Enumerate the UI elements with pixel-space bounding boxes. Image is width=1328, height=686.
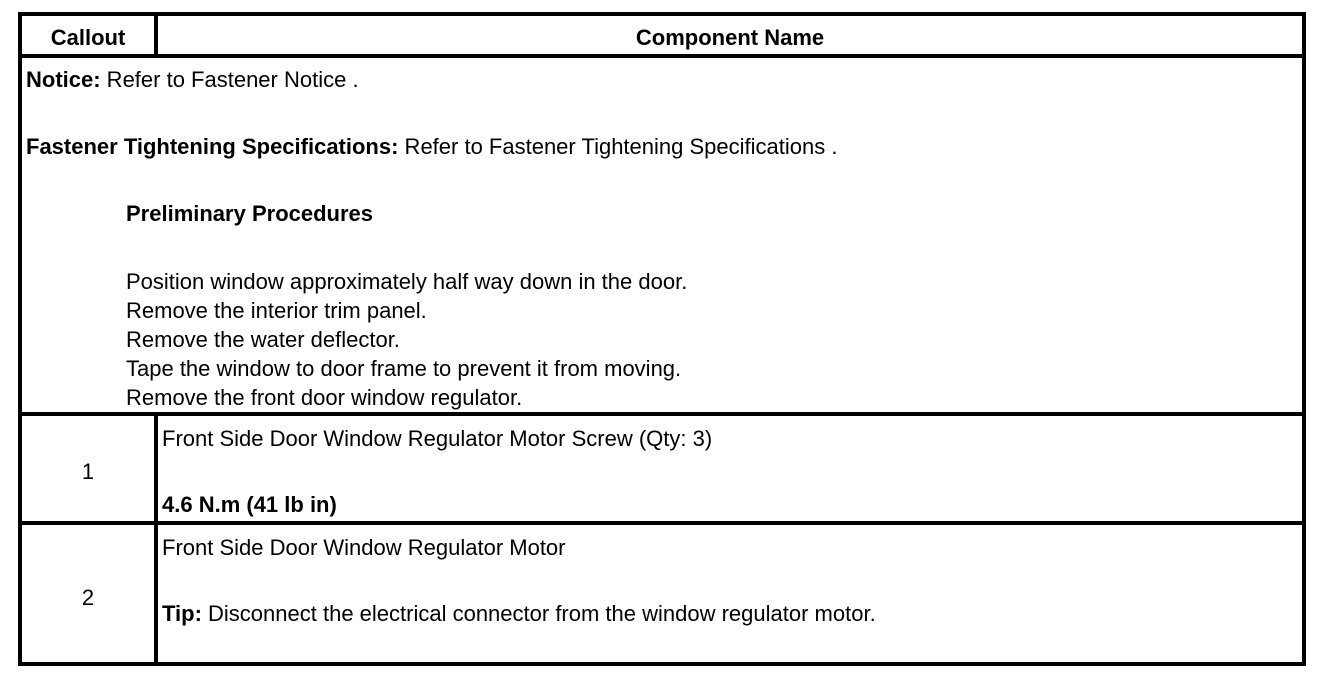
preliminary-step: Remove the interior trim panel.	[126, 298, 427, 323]
preliminary-procedures-title: Preliminary Procedures	[126, 201, 374, 226]
row-2-callout: 2	[81, 585, 95, 610]
component-name-header: Component Name	[635, 25, 825, 50]
preliminary-step: Remove the front door window regulator.	[126, 385, 523, 410]
row-1-torque-spec: 4.6 N.m (41 lb in)	[162, 492, 337, 517]
fastener-spec-line	[26, 134, 837, 160]
callout-header: Callout	[50, 25, 126, 50]
row-1-divider	[22, 521, 1302, 525]
notes-divider	[22, 412, 1302, 416]
row-2-component-name: Front Side Door Window Regulator Motor	[162, 535, 566, 560]
notice-text: Refer to Fastener Notice .	[100, 67, 359, 92]
preliminary-step: Tape the window to door frame to prevent it from moving.	[126, 356, 682, 381]
row-1-callout: 1	[81, 459, 95, 484]
fastener-spec-label: Fastener Tightening Specifications:	[26, 134, 399, 159]
row-2-tip	[162, 601, 876, 627]
preliminary-step: Position window approximately half way down in the door.	[126, 269, 688, 294]
fastener-spec-text: Refer to Fastener Tightening Specifications .	[398, 134, 838, 159]
row-1-component-name: Front Side Door Window Regulator Motor Screw (Qty: 3)	[162, 426, 713, 451]
component-table	[18, 12, 1306, 666]
header-column-divider	[154, 16, 158, 54]
tip-label: Tip:	[162, 601, 202, 626]
preliminary-step: Remove the water deflector.	[126, 327, 400, 352]
tip-text: Disconnect the electrical connector from the window regulator motor.	[201, 601, 876, 626]
header-divider	[22, 54, 1302, 58]
notice-line	[26, 67, 359, 93]
notice-label: Notice:	[26, 67, 101, 92]
row-1-column-divider	[154, 416, 158, 666]
